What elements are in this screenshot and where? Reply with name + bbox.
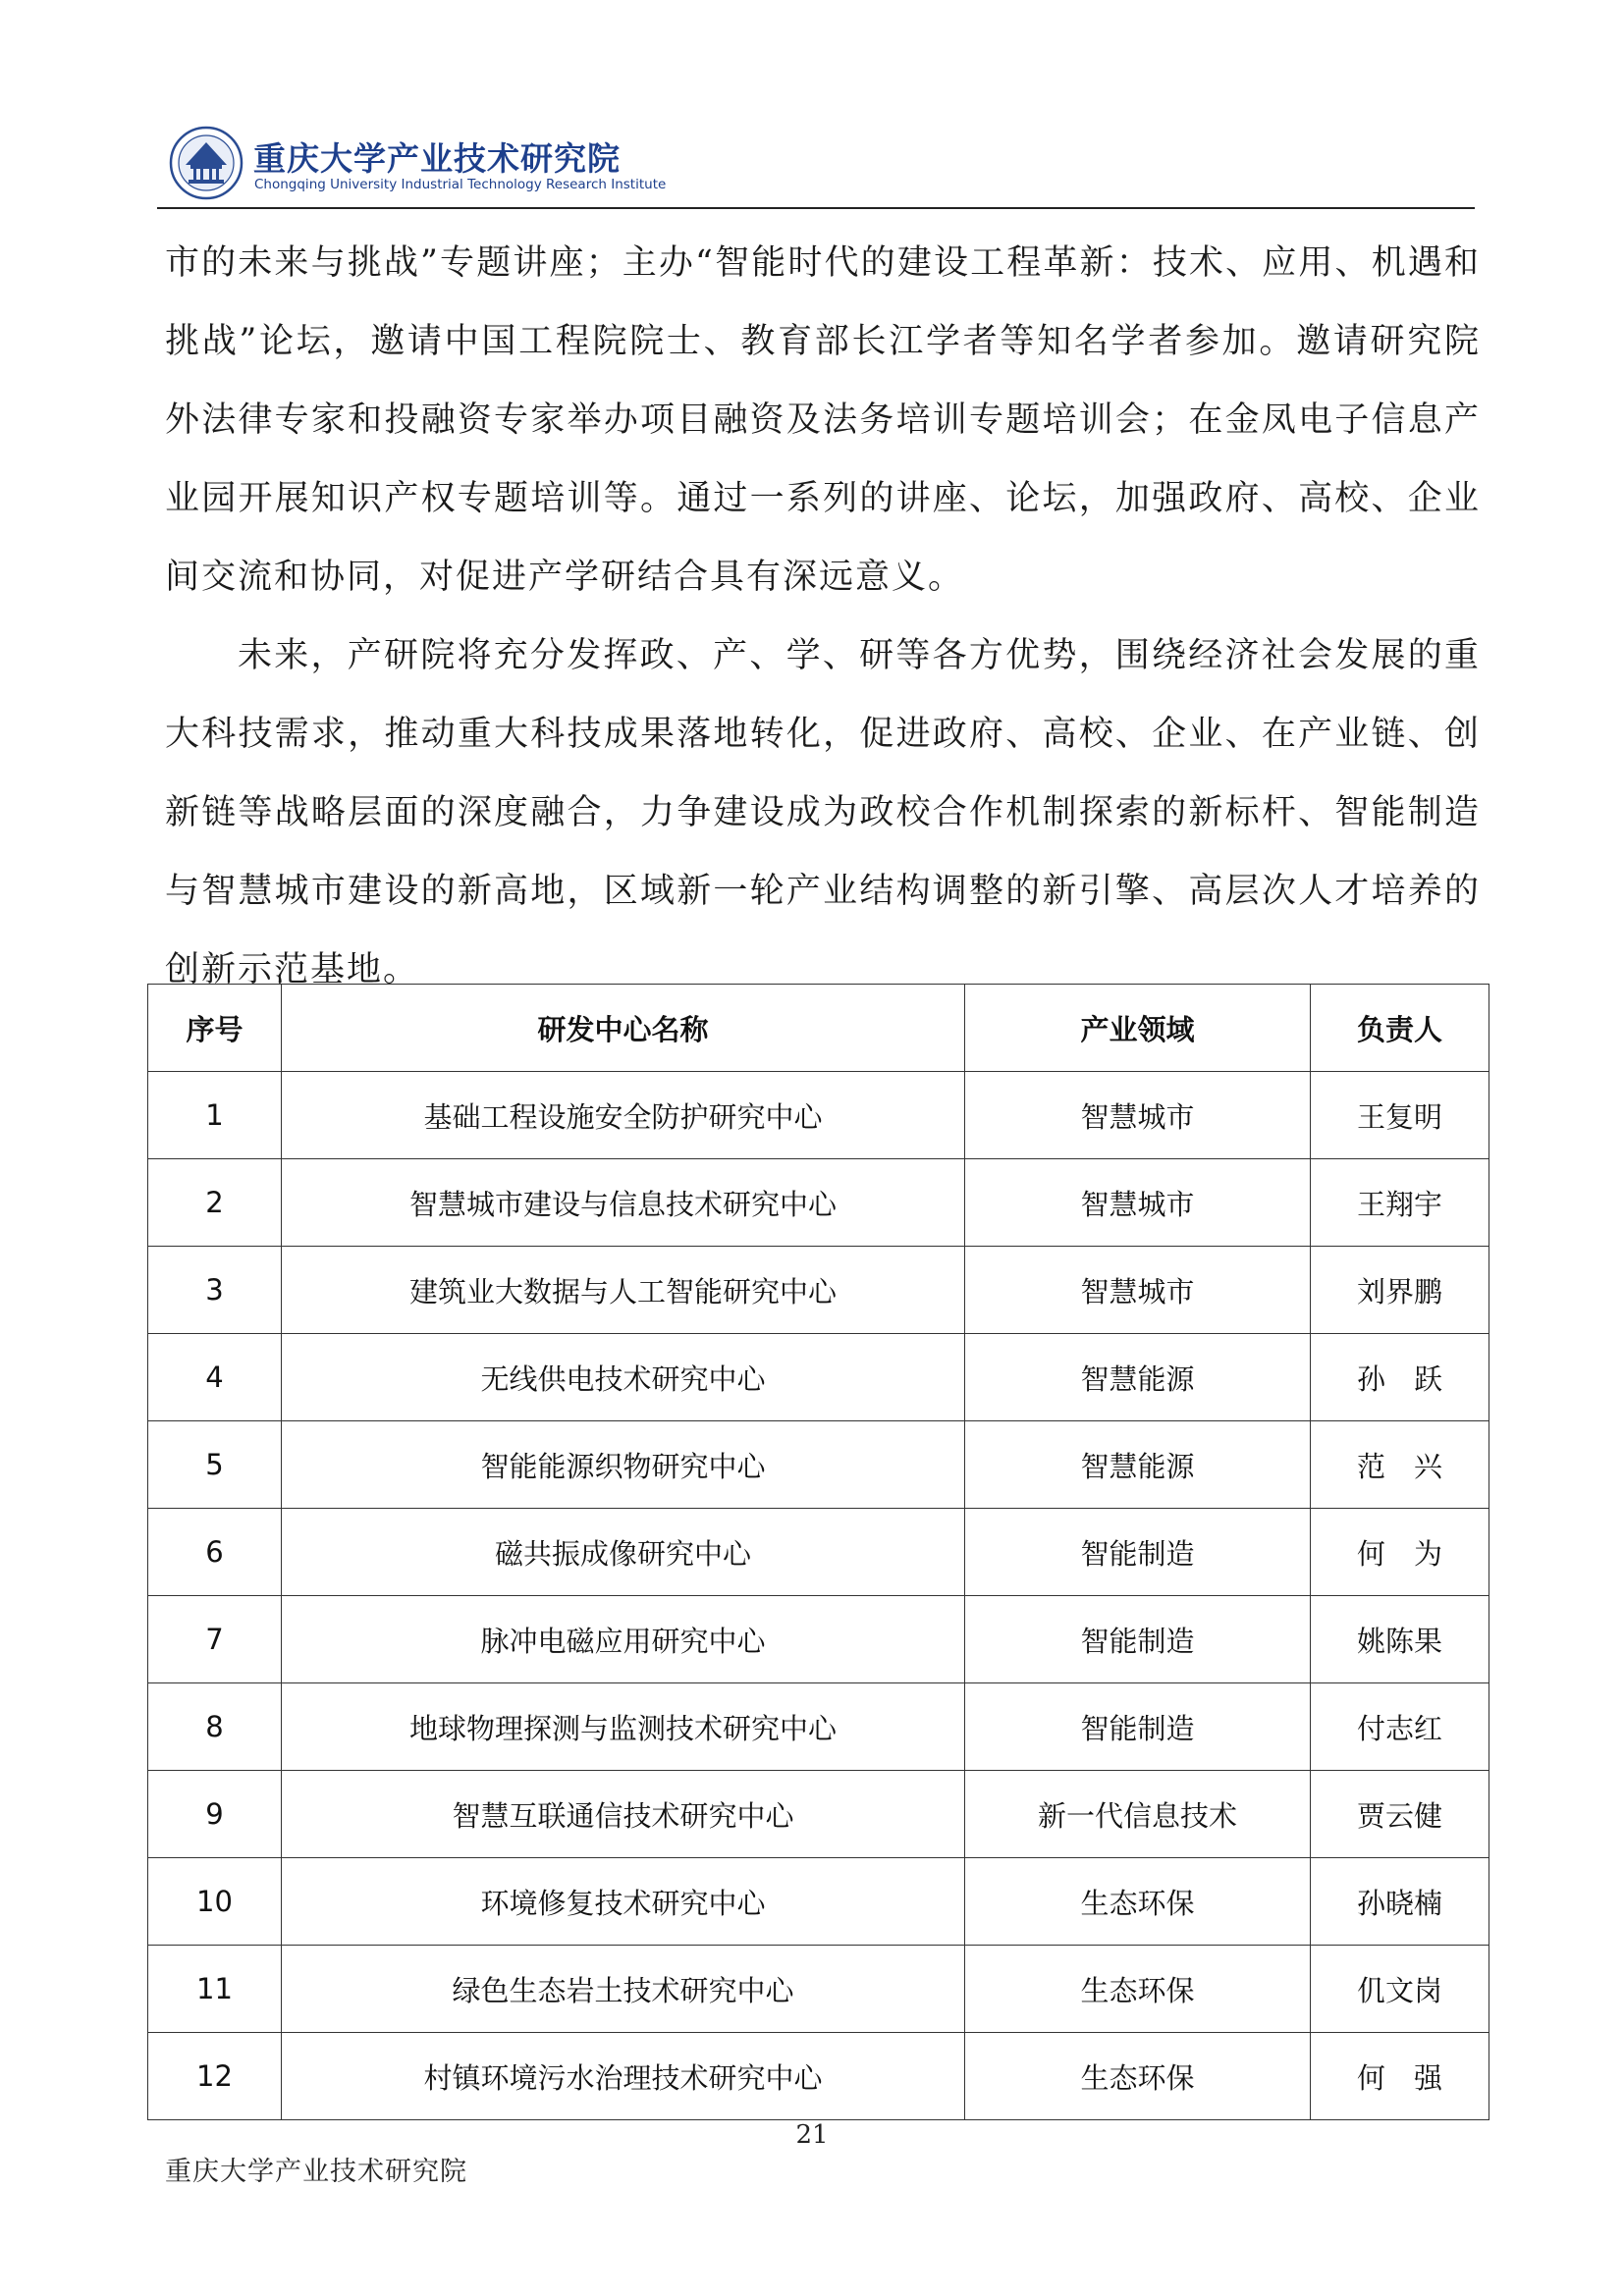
cell-center-name: 地球物理探测与监测技术研究中心 <box>282 1683 965 1771</box>
table-row <box>148 1596 1489 1683</box>
page-header <box>157 118 1475 208</box>
cell-index: 12 <box>148 2033 282 2120</box>
cell-index: 2 <box>148 1159 282 1247</box>
page-number: 21 <box>795 2120 829 2150</box>
cell-leader: 何 强 <box>1311 2033 1489 2120</box>
cell-center-name: 绿色生态岩土技术研究中心 <box>282 1946 965 2033</box>
body-text <box>165 224 1481 1009</box>
table-row <box>148 1247 1489 1334</box>
table-row <box>148 1771 1489 1858</box>
cell-leader: 仉文岗 <box>1311 1946 1489 2033</box>
cell-index: 5 <box>148 1421 282 1509</box>
cell-industry: 生态环保 <box>965 1858 1311 1946</box>
column-header-industry: 产业领域 <box>965 985 1311 1072</box>
cell-leader: 王复明 <box>1311 1072 1489 1159</box>
table-row <box>148 1072 1489 1159</box>
column-header-center-name: 研发中心名称 <box>282 985 965 1072</box>
cell-center-name: 村镇环境污水治理技术研究中心 <box>282 2033 965 2120</box>
cell-industry: 智慧城市 <box>965 1247 1311 1334</box>
cell-index: 1 <box>148 1072 282 1159</box>
cell-center-name: 智能能源织物研究中心 <box>282 1421 965 1509</box>
cell-leader: 孙晓楠 <box>1311 1858 1489 1946</box>
cell-leader: 孙 跃 <box>1311 1334 1489 1421</box>
table-row <box>148 2033 1489 2120</box>
cell-industry: 智能制造 <box>965 1683 1311 1771</box>
table-header-row <box>148 985 1489 1072</box>
cell-leader: 姚陈果 <box>1311 1596 1489 1683</box>
cell-index: 7 <box>148 1596 282 1683</box>
cell-industry: 智能制造 <box>965 1509 1311 1596</box>
cell-index: 6 <box>148 1509 282 1596</box>
table-row <box>148 1421 1489 1509</box>
column-header-leader: 负责人 <box>1311 985 1489 1072</box>
cell-industry: 智慧城市 <box>965 1072 1311 1159</box>
cell-index: 3 <box>148 1247 282 1334</box>
cell-center-name: 基础工程设施安全防护研究中心 <box>282 1072 965 1159</box>
cell-center-name: 智慧城市建设与信息技术研究中心 <box>282 1159 965 1247</box>
cell-center-name: 建筑业大数据与人工智能研究中心 <box>282 1247 965 1334</box>
cell-industry: 智能制造 <box>965 1596 1311 1683</box>
institute-name-en: Chongqing University Industrial Technology Research Institute <box>254 177 667 192</box>
cell-center-name: 无线供电技术研究中心 <box>282 1334 965 1421</box>
cell-center-name: 脉冲电磁应用研究中心 <box>282 1596 965 1683</box>
cell-leader: 刘界鹏 <box>1311 1247 1489 1334</box>
cell-index: 11 <box>148 1946 282 2033</box>
cell-industry: 新一代信息技术 <box>965 1771 1311 1858</box>
cell-leader: 付志红 <box>1311 1683 1489 1771</box>
cell-industry: 生态环保 <box>965 2033 1311 2120</box>
table-row <box>148 1159 1489 1247</box>
cell-leader: 贾云健 <box>1311 1771 1489 1858</box>
table-row <box>148 1858 1489 1946</box>
institute-name-cn: 重庆大学产业技术研究院 <box>253 139 621 178</box>
university-seal-logo <box>169 126 244 200</box>
table-row <box>148 1683 1489 1771</box>
research-centers-table <box>147 984 1489 2120</box>
header-divider <box>157 207 1475 209</box>
table-row <box>148 1509 1489 1596</box>
paragraph: 市的未来与挑战”专题讲座；主办“智能时代的建设工程革新：技术、应用、机遇和挑战”论坛，邀请中国工程院院士、教育部长江学者等知名学者参加。邀请研究院外法律专家和投融资专家举办项目融资及法务培训专题培训会；在金凤电子信息产业园开展知识产权专题培训等。通过一系列的讲座、论坛，加强政府、高校、企业间交流和协同，对促进产学研结合具有深远意义。 <box>165 243 1481 597</box>
cell-leader: 范 兴 <box>1311 1421 1489 1509</box>
cell-industry: 智慧城市 <box>965 1159 1311 1247</box>
cell-leader: 何 为 <box>1311 1509 1489 1596</box>
cell-index: 4 <box>148 1334 282 1421</box>
footer-org-name: 重庆大学产业技术研究院 <box>165 2157 467 2187</box>
cell-center-name: 环境修复技术研究中心 <box>282 1858 965 1946</box>
cell-industry: 智慧能源 <box>965 1334 1311 1421</box>
cell-index: 10 <box>148 1858 282 1946</box>
cell-center-name: 智慧互联通信技术研究中心 <box>282 1771 965 1858</box>
cell-leader: 王翔宇 <box>1311 1159 1489 1247</box>
cell-center-name: 磁共振成像研究中心 <box>282 1509 965 1596</box>
cell-index: 9 <box>148 1771 282 1858</box>
cell-index: 8 <box>148 1683 282 1771</box>
cell-industry: 生态环保 <box>965 1946 1311 2033</box>
table-row <box>148 1334 1489 1421</box>
cell-industry: 智慧能源 <box>965 1421 1311 1509</box>
table-row <box>148 1946 1489 2033</box>
column-header-index: 序号 <box>148 985 282 1072</box>
paragraph: 未来，产研院将充分发挥政、产、学、研等各方优势，围绕经济社会发展的重大科技需求，推动重大科技成果落地转化，促进政府、高校、企业、在产业链、创新链等战略层面的深度融合，力争建设成为政校合作机制探索的新标杆、智能制造与智慧城市建设的新高地，区域新一轮产业结构调整的新引擎、高层次人才培养的创新示范基地。 <box>165 636 1481 989</box>
